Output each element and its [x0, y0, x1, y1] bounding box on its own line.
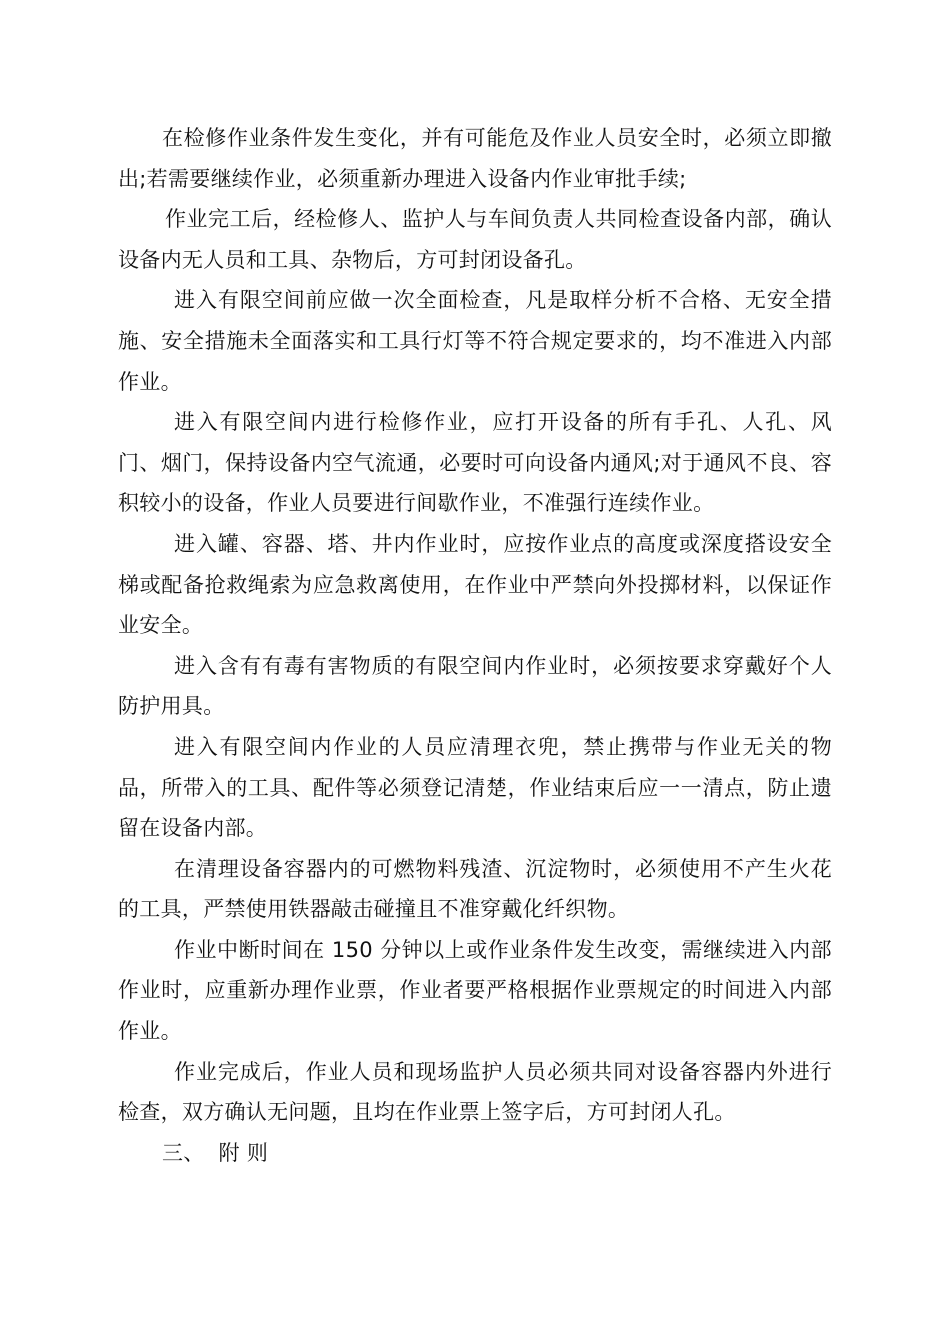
paragraph-pre-entry-inspection: 进入有限空间前应做一次全面检查，凡是取样分析不合格、无安全措施、安全措施未全面落实和工具行灯等不符合规定要求的，均不准进入内部作业。: [118, 288, 832, 394]
paragraph-interruption: 作业中断时间在 150 分钟以上或作业条件发生改变，需继续进入内部作业时，应重新办理作业票，作业者要严格根据作业票规定的时间进入内部作业。: [118, 937, 832, 1044]
paragraph-protective-gear: 进入含有有毒有害物质的有限空间内作业时，必须按要求穿戴好个人防护用具。: [118, 653, 832, 719]
paragraph-final-inspection: 作业完成后，作业人员和现场监护人员必须共同对设备容器内外进行检查，双方确认无问题，且均在作业票上签字后，方可封闭人孔。: [118, 1059, 832, 1125]
document-body: [118, 118, 832, 1173]
paragraph-tools-registration: 进入有限空间内作业的人员应清理衣兜，禁止携带与作业无关的物品，所带入的工具、配件等必须登记清楚，作业结束后应一一清点，防止遗留在设备内部。: [118, 734, 832, 841]
paragraph-ventilation: 进入有限空间内进行检修作业，应打开设备的所有手孔、人孔、风门、烟门，保持设备内空气流通，必要时可向设备内通风;对于通风不良、容积较小的设备，作业人员要进行间歇作业，不准强行连续作业。: [118, 410, 832, 516]
paragraph-completion-check: 作业完工后，经检修人、监护人与车间负责人共同检查设备内部，确认设备内无人员和工具、杂物后，方可封闭设备孔。: [118, 207, 832, 272]
section-heading: 三、 附 则: [162, 1140, 269, 1165]
paragraph-evacuation: 在检修作业条件发生变化，并有可能危及作业人员安全时，必须立即撤出;若需要继续作业，必须重新办理进入设备内作业审批手续;: [118, 126, 832, 191]
paragraph-spark-free-tools: 在清理设备容器内的可燃物料残渣、沉淀物时，必须使用不产生火花的工具，严禁使用铁器敲击碰撞且不准穿戴化纤织物。: [118, 856, 832, 922]
paragraph-safety-ladder: 进入罐、容器、塔、井内作业时，应按作业点的高度或深度搭设安全梯或配备抢救绳索为应急救离使用，在作业中严禁向外投掷材料，以保证作业安全。: [118, 531, 832, 638]
